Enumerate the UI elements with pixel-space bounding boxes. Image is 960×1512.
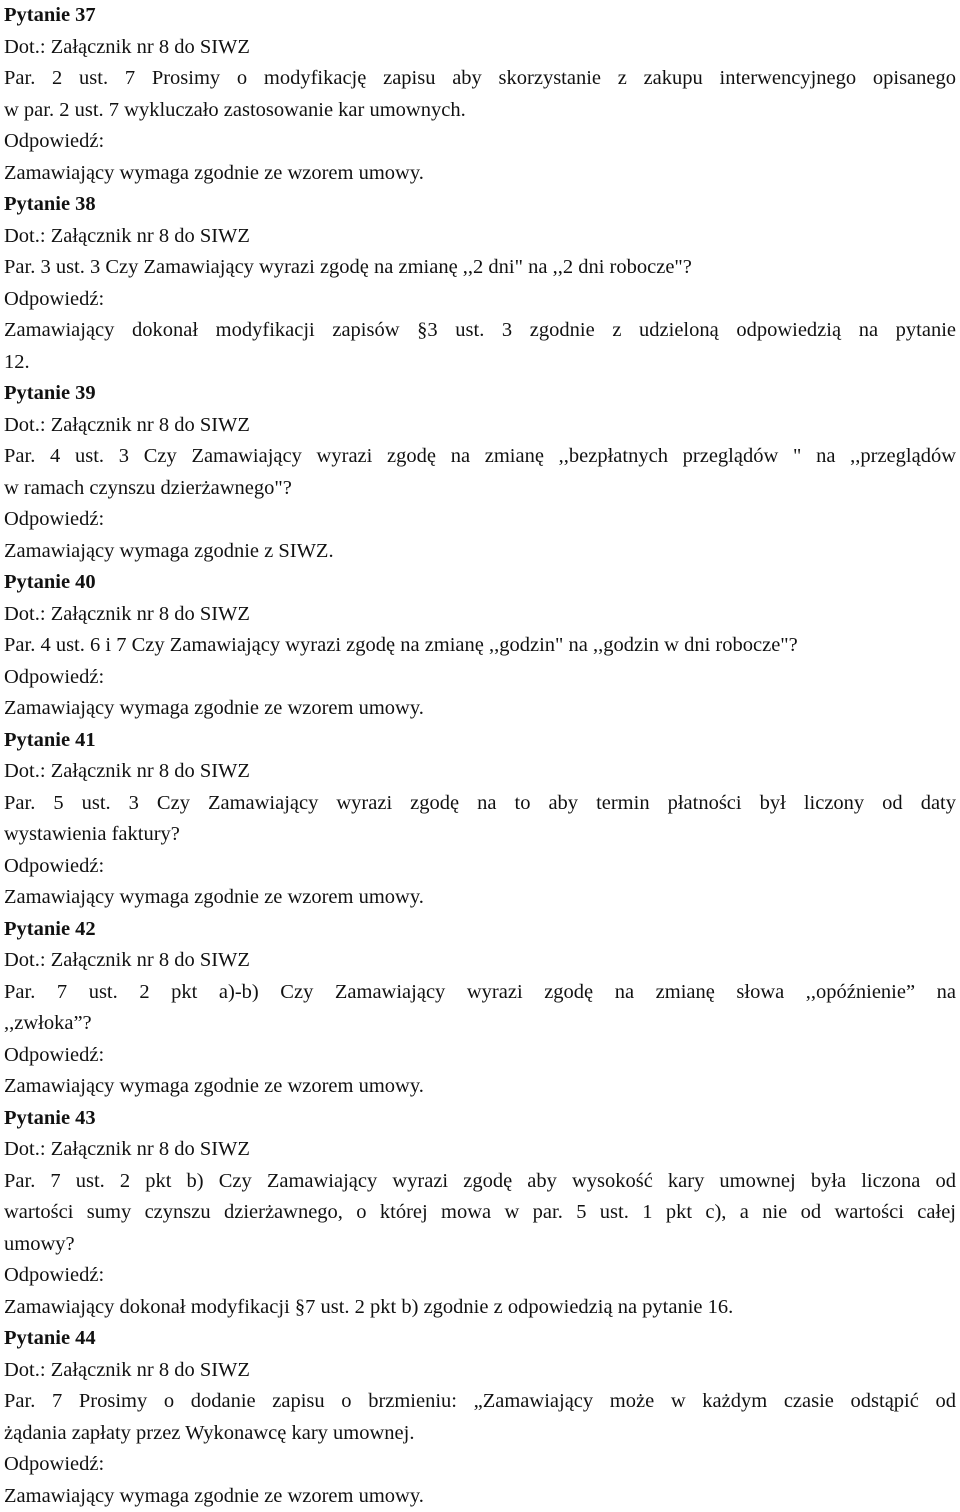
question-block	[4, 189, 956, 378]
question-text-line: Par. 7 ust. 2 pkt b) Czy Zamawiający wyrazi zgodę aby wysokość kary umownej była liczona od	[4, 1166, 956, 1198]
question-title: Pytanie 37	[4, 0, 956, 32]
answer-text-line: Zamawiający wymaga zgodnie ze wzorem umowy.	[4, 693, 956, 725]
question-block	[4, 0, 956, 189]
question-text-line: Par. 4 ust. 3 Czy Zamawiający wyrazi zgodę na zmianę ,,bezpłatnych przeglądów " na ,,przeglądów	[4, 441, 956, 473]
answer-text-line: Zamawiający wymaga zgodnie ze wzorem umowy.	[4, 158, 956, 190]
question-text-line: żądania zapłaty przez Wykonawcę kary umownej.	[4, 1418, 956, 1450]
question-text-line: umowy?	[4, 1229, 956, 1261]
question-text-line: Par. 3 ust. 3 Czy Zamawiający wyrazi zgodę na zmianę ,,2 dni" na ,,2 dni robocze"?	[4, 252, 956, 284]
answer-label: Odpowiedź:	[4, 851, 956, 883]
question-reference: Dot.: Załącznik nr 8 do SIWZ	[4, 410, 956, 442]
question-text-line: wartości sumy czynszu dzierżawnego, o której mowa w par. 5 ust. 1 pkt c), a nie od wartości całej	[4, 1197, 956, 1229]
answer-text-line: Zamawiający wymaga zgodnie ze wzorem umowy.	[4, 1481, 956, 1512]
question-title: Pytanie 42	[4, 914, 956, 946]
question-block	[4, 1103, 956, 1324]
answer-text-line: Zamawiający wymaga zgodnie ze wzorem umowy.	[4, 882, 956, 914]
answer-text-line: Zamawiający dokonał modyfikacji zapisów §3 ust. 3 zgodnie z udzieloną odpowiedzią na pytanie	[4, 315, 956, 347]
question-reference: Dot.: Załącznik nr 8 do SIWZ	[4, 32, 956, 64]
question-text-line: Par. 7 ust. 2 pkt a)-b) Czy Zamawiający wyrazi zgodę na zmianę słowa ,,opóźnienie” na	[4, 977, 956, 1009]
answer-text-line: 12.	[4, 347, 956, 379]
answer-label: Odpowiedź:	[4, 126, 956, 158]
question-block	[4, 725, 956, 914]
question-reference: Dot.: Załącznik nr 8 do SIWZ	[4, 756, 956, 788]
question-block	[4, 378, 956, 567]
question-text-line: wystawienia faktury?	[4, 819, 956, 851]
question-text-line: Par. 5 ust. 3 Czy Zamawiający wyrazi zgodę na to aby termin płatności był liczony od daty	[4, 788, 956, 820]
question-block	[4, 914, 956, 1103]
question-title: Pytanie 38	[4, 189, 956, 221]
question-text-line: Par. 4 ust. 6 i 7 Czy Zamawiający wyrazi zgodę na zmianę ,,godzin" na ,,godzin w dni robocze"?	[4, 630, 956, 662]
question-text-line: w par. 2 ust. 7 wykluczało zastosowanie kar umownych.	[4, 95, 956, 127]
answer-label: Odpowiedź:	[4, 662, 956, 694]
answer-text-line: Zamawiający dokonał modyfikacji §7 ust. 2 pkt b) zgodnie z odpowiedzią na pytanie 16.	[4, 1292, 956, 1324]
question-title: Pytanie 41	[4, 725, 956, 757]
question-reference: Dot.: Załącznik nr 8 do SIWZ	[4, 599, 956, 631]
question-block	[4, 567, 956, 725]
answer-label: Odpowiedź:	[4, 284, 956, 316]
answer-label: Odpowiedź:	[4, 1040, 956, 1072]
answer-label: Odpowiedź:	[4, 1260, 956, 1292]
answer-text-line: Zamawiający wymaga zgodnie z SIWZ.	[4, 536, 956, 568]
question-block	[4, 1323, 956, 1512]
answer-text-line: Zamawiający wymaga zgodnie ze wzorem umowy.	[4, 1071, 956, 1103]
answer-label: Odpowiedź:	[4, 504, 956, 536]
question-text-line: w ramach czynszu dzierżawnego"?	[4, 473, 956, 505]
question-reference: Dot.: Załącznik nr 8 do SIWZ	[4, 945, 956, 977]
question-reference: Dot.: Załącznik nr 8 do SIWZ	[4, 1134, 956, 1166]
question-title: Pytanie 39	[4, 378, 956, 410]
question-title: Pytanie 44	[4, 1323, 956, 1355]
question-text-line: Par. 7 Prosimy o dodanie zapisu o brzmieniu: „Zamawiający może w każdym czasie odstąpić od	[4, 1386, 956, 1418]
question-text-line: Par. 2 ust. 7 Prosimy o modyfikację zapisu aby skorzystanie z zakupu interwencyjnego opisanego	[4, 63, 956, 95]
answer-label: Odpowiedź:	[4, 1449, 956, 1481]
question-title: Pytanie 43	[4, 1103, 956, 1135]
question-reference: Dot.: Załącznik nr 8 do SIWZ	[4, 221, 956, 253]
question-reference: Dot.: Załącznik nr 8 do SIWZ	[4, 1355, 956, 1387]
question-title: Pytanie 40	[4, 567, 956, 599]
question-text-line: ,,zwłoka”?	[4, 1008, 956, 1040]
